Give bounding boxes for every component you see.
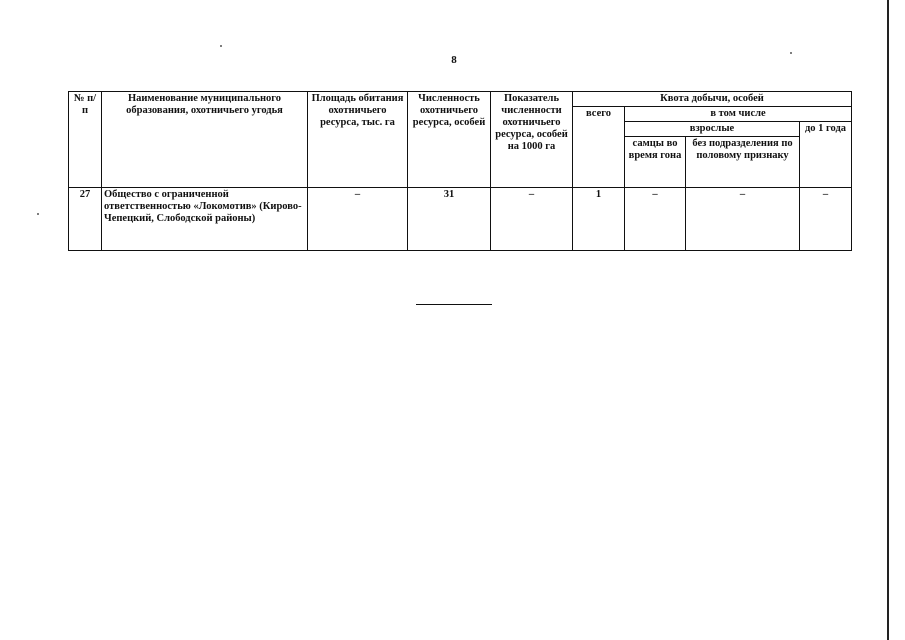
cell-area: – [308,188,408,251]
cell-no-sex-division: – [686,188,800,251]
cell-total: 1 [573,188,625,251]
cell-density: – [491,188,573,251]
col-header-no-sex-division: без подразделения по половому признаку [686,137,800,188]
scan-speck [37,213,39,215]
cell-under-one: – [800,188,852,251]
cell-num: 27 [69,188,102,251]
scan-speck [790,52,792,54]
col-header-males-rut: самцы во время гона [625,137,686,188]
scan-speck [220,45,222,47]
col-header-quota: Квота добычи, особей [573,92,852,107]
cell-males-rut: – [625,188,686,251]
col-header-num: № п/п [69,92,102,188]
page-number: 8 [451,54,457,66]
end-rule-divider [416,304,492,305]
cell-name: Общество с ограниченной ответственностью «Локомотив» (Кирово-Чепецкий, Слободской районы) [102,188,308,251]
col-header-including: в том числе [625,107,852,122]
table-row [69,188,852,251]
header-row-1 [69,92,852,107]
col-header-name: Наименование муниципального образования, охотничьего угодья [102,92,308,188]
col-header-total: всего [573,107,625,188]
col-header-area: Площадь обитания охотничьего ресурса, тыс. га [308,92,408,188]
scan-edge-line [887,0,889,640]
col-header-under-one: до 1 года [800,122,852,188]
cell-count: 31 [408,188,491,251]
col-header-count: Численность охотничьего ресурса, особей [408,92,491,188]
quota-table [68,91,852,251]
col-header-density: Показатель численности охотничьего ресурса, особей на 1000 га [491,92,573,188]
col-header-adults: взрослые [625,122,800,137]
